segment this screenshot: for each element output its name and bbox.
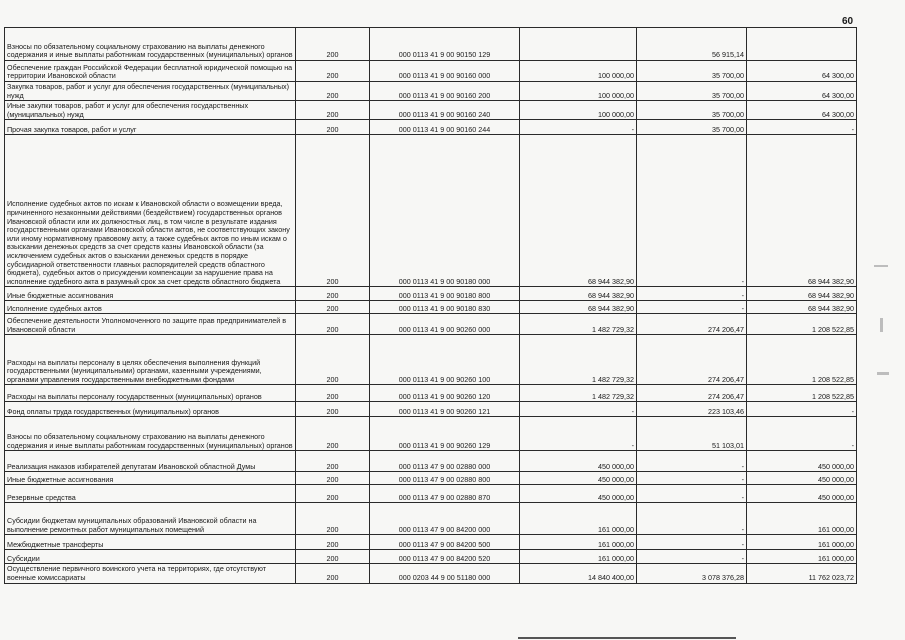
cell-admin: 200: [296, 301, 370, 314]
table-row: [5, 135, 857, 287]
page-number: 60: [842, 16, 854, 27]
cell-remaining: 64 300,00: [747, 61, 857, 82]
cell-executed: 56 915,14: [637, 28, 747, 61]
cell-name: Иные бюджетные ассигнования: [5, 287, 296, 301]
cell-remaining: 68 944 382,90: [747, 301, 857, 314]
cell-executed: -: [637, 503, 747, 535]
cell-name: Иные закупки товаров, работ и услуг для обеспечения государственных (муниципальных) нужд: [5, 101, 296, 120]
cell-code: 000 0113 41 9 00 90180 830: [370, 301, 520, 314]
cell-executed: 274 206,47: [637, 385, 747, 402]
cell-executed: -: [637, 472, 747, 485]
cell-remaining: 450 000,00: [747, 485, 857, 503]
cell-approved: -: [520, 417, 637, 451]
cell-remaining: 450 000,00: [747, 451, 857, 472]
scan-speck: [877, 372, 889, 375]
cell-approved: 161 000,00: [520, 550, 637, 564]
cell-remaining: 64 300,00: [747, 101, 857, 120]
cell-executed: 35 700,00: [637, 101, 747, 120]
cell-approved: -: [520, 402, 637, 417]
cell-executed: -: [637, 485, 747, 503]
cell-executed: -: [637, 451, 747, 472]
table-row: [5, 287, 857, 301]
cell-approved: 68 944 382,90: [520, 287, 637, 301]
table-row: [5, 550, 857, 564]
cell-admin: 200: [296, 503, 370, 535]
cell-remaining: 64 300,00: [747, 82, 857, 101]
cell-admin: 200: [296, 402, 370, 417]
cell-name: Взносы по обязательному социальному страхованию на выплаты денежного содержания и иные выплаты работникам государственных (муниципальных) органов: [5, 417, 296, 451]
cell-approved: 14 840 400,00: [520, 564, 637, 583]
cell-code: 000 0113 41 9 00 90260 120: [370, 385, 520, 402]
cell-executed: 223 103,46: [637, 402, 747, 417]
cell-executed: 274 206,47: [637, 335, 747, 385]
cell-remaining: 1 208 522,85: [747, 335, 857, 385]
cell-name: Субсидии: [5, 550, 296, 564]
cell-name: Исполнение судебных актов: [5, 301, 296, 314]
cell-remaining: 1 208 522,85: [747, 314, 857, 335]
cell-approved: 1 482 729,32: [520, 385, 637, 402]
cell-approved: [520, 28, 637, 61]
cell-executed: -: [637, 550, 747, 564]
cell-admin: 200: [296, 485, 370, 503]
cell-admin: 200: [296, 335, 370, 385]
cell-remaining: [747, 28, 857, 61]
cell-admin: 200: [296, 314, 370, 335]
cell-executed: -: [637, 287, 747, 301]
cell-name: Исполнение судебных актов по искам к Ивановской области о возмещении вреда, причиненного незаконными действиями (бездействием) государственных органов Ивановской области или их должностных лиц, в том числе в результате издания государственными органами Ивановской области актов, не соответствующих закону или иному нормативному правовому акту, а также судебных актов по иным искам о взыскании денежных средств за счет средств казны Ивановской области (за исключением судебных актов о взыскании денежных средств в порядке субсидиарной ответственности главных распорядителей средств областного бюджета), судебных актов о присуждении компенсации за нарушение права на исполнение судебного акта в разумный срок за счет средств областного бюджета: [5, 135, 296, 287]
cell-name: Резервные средства: [5, 485, 296, 503]
cell-remaining: 450 000,00: [747, 472, 857, 485]
cell-approved: 100 000,00: [520, 61, 637, 82]
cell-name: Иные бюджетные ассигнования: [5, 472, 296, 485]
cell-admin: 200: [296, 120, 370, 135]
cell-executed: -: [637, 535, 747, 550]
cell-remaining: -: [747, 402, 857, 417]
cell-remaining: -: [747, 417, 857, 451]
cell-executed: -: [637, 301, 747, 314]
cell-executed: 274 206,47: [637, 314, 747, 335]
cell-remaining: 1 208 522,85: [747, 385, 857, 402]
cell-code: 000 0113 47 9 00 02880 870: [370, 485, 520, 503]
cell-admin: 200: [296, 564, 370, 583]
cell-remaining: 161 000,00: [747, 550, 857, 564]
cell-approved: 450 000,00: [520, 451, 637, 472]
table-row: [5, 385, 857, 402]
cell-approved: 68 944 382,90: [520, 301, 637, 314]
budget-execution-table: [4, 27, 857, 584]
table-row: [5, 472, 857, 485]
cell-remaining: 161 000,00: [747, 503, 857, 535]
cell-admin: 200: [296, 417, 370, 451]
cell-approved: 100 000,00: [520, 101, 637, 120]
cell-name: Обеспечение граждан Российской Федерации бесплатной юридической помощью на территории Ивановской области: [5, 61, 296, 82]
cell-code: 000 0113 41 9 00 90160 244: [370, 120, 520, 135]
table-row: [5, 82, 857, 101]
cell-approved: 450 000,00: [520, 472, 637, 485]
cell-code: 000 0113 41 9 00 90150 129: [370, 28, 520, 61]
cell-executed: 51 103,01: [637, 417, 747, 451]
table-row: [5, 535, 857, 550]
cell-admin: 200: [296, 135, 370, 287]
cell-name: Расходы на выплаты персоналу государственных (муниципальных) органов: [5, 385, 296, 402]
table-row: [5, 485, 857, 503]
cell-admin: 200: [296, 101, 370, 120]
cell-code: 000 0113 47 9 00 02880 000: [370, 451, 520, 472]
scan-edge-line: [518, 637, 736, 639]
cell-approved: 1 482 729,32: [520, 314, 637, 335]
cell-executed: -: [637, 135, 747, 287]
table-row: [5, 61, 857, 82]
cell-approved: 68 944 382,90: [520, 135, 637, 287]
cell-name: Прочая закупка товаров, работ и услуг: [5, 120, 296, 135]
cell-executed: 3 078 376,28: [637, 564, 747, 583]
cell-admin: 200: [296, 82, 370, 101]
cell-admin: 200: [296, 451, 370, 472]
table-row: [5, 314, 857, 335]
scan-speck: [880, 318, 883, 332]
cell-admin: 200: [296, 28, 370, 61]
cell-executed: 35 700,00: [637, 120, 747, 135]
cell-name: Межбюджетные трансферты: [5, 535, 296, 550]
table-row: [5, 28, 857, 61]
cell-name: Закупка товаров, работ и услуг для обеспечения государственных (муниципальных) нужд: [5, 82, 296, 101]
cell-code: 000 0113 47 9 00 84200 520: [370, 550, 520, 564]
cell-admin: 200: [296, 472, 370, 485]
table-row: [5, 120, 857, 135]
cell-code: 000 0113 41 9 00 90160 240: [370, 101, 520, 120]
cell-admin: 200: [296, 385, 370, 402]
cell-code: 000 0113 41 9 00 90180 800: [370, 287, 520, 301]
cell-remaining: 68 944 382,90: [747, 287, 857, 301]
cell-admin: 200: [296, 61, 370, 82]
cell-code: 000 0113 41 9 00 90160 000: [370, 61, 520, 82]
cell-code: 000 0113 41 9 00 90180 000: [370, 135, 520, 287]
cell-remaining: 68 944 382,90: [747, 135, 857, 287]
cell-code: 000 0113 41 9 00 90160 200: [370, 82, 520, 101]
cell-approved: 161 000,00: [520, 503, 637, 535]
table-row: [5, 335, 857, 385]
cell-name: Расходы на выплаты персоналу в целях обеспечения выполнения функций государственными (муниципальными) органами, казенными учреждениями, органами управления государственными внебюджетными фондами: [5, 335, 296, 385]
cell-name: Субсидии бюджетам муниципальных образований Ивановской области на выполнение ремонтных работ муниципальных помещений: [5, 503, 296, 535]
table-row: [5, 503, 857, 535]
table-row: [5, 101, 857, 120]
cell-name: Фонд оплаты труда государственных (муниципальных) органов: [5, 402, 296, 417]
cell-executed: 35 700,00: [637, 82, 747, 101]
cell-name: Взносы по обязательному социальному страхованию на выплаты денежного содержания и иные выплаты работникам государственных (муниципальных) органов: [5, 28, 296, 61]
cell-approved: -: [520, 120, 637, 135]
cell-code: 000 0113 47 9 00 84200 000: [370, 503, 520, 535]
table-row: [5, 451, 857, 472]
cell-code: 000 0113 41 9 00 90260 121: [370, 402, 520, 417]
cell-executed: 35 700,00: [637, 61, 747, 82]
cell-remaining: -: [747, 120, 857, 135]
cell-name: Обеспечение деятельности Уполномоченного по защите прав предпринимателей в Ивановской области: [5, 314, 296, 335]
table-row: [5, 402, 857, 417]
cell-code: 000 0113 41 9 00 90260 129: [370, 417, 520, 451]
table-row: [5, 564, 857, 583]
cell-code: 000 0113 47 9 00 84200 500: [370, 535, 520, 550]
cell-code: 000 0113 47 9 00 02880 800: [370, 472, 520, 485]
cell-code: 000 0113 41 9 00 90260 000: [370, 314, 520, 335]
table-row: [5, 301, 857, 314]
scan-speck: [874, 265, 888, 267]
cell-name: Реализация наказов избирателей депутатам Ивановской областной Думы: [5, 451, 296, 472]
cell-approved: 100 000,00: [520, 82, 637, 101]
table-row: [5, 417, 857, 451]
cell-admin: 200: [296, 550, 370, 564]
cell-admin: 200: [296, 535, 370, 550]
cell-approved: 1 482 729,32: [520, 335, 637, 385]
cell-admin: 200: [296, 287, 370, 301]
cell-code: 000 0113 41 9 00 90260 100: [370, 335, 520, 385]
cell-code: 000 0203 44 9 00 51180 000: [370, 564, 520, 583]
cell-approved: 161 000,00: [520, 535, 637, 550]
cell-remaining: 11 762 023,72: [747, 564, 857, 583]
cell-approved: 450 000,00: [520, 485, 637, 503]
cell-name: Осуществление первичного воинского учета на территориях, где отсутствуют военные комиссариаты: [5, 564, 296, 583]
cell-remaining: 161 000,00: [747, 535, 857, 550]
